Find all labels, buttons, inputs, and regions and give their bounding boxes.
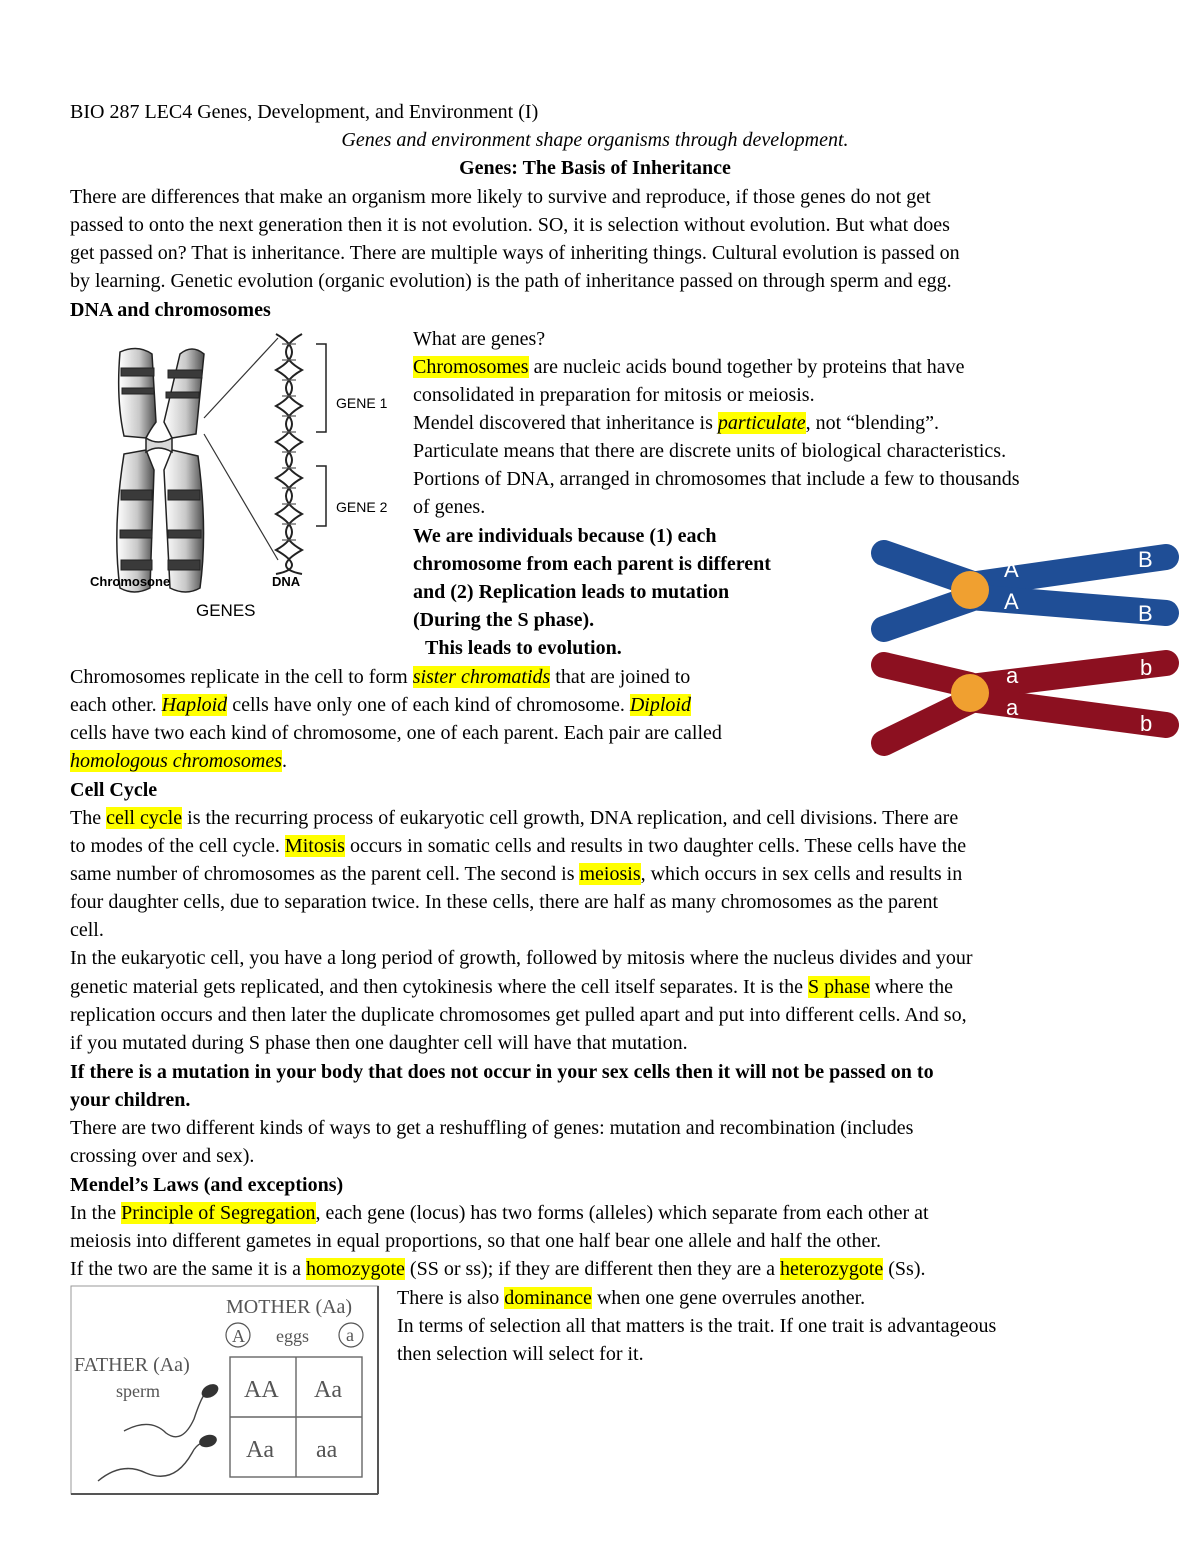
- paragraph-line: There are differences that make an organism more likely to survive and reproduce, if those genes do not get: [70, 186, 931, 208]
- paragraph-line: if you mutated during S phase then one daughter cell will have that mutation.: [70, 1032, 688, 1054]
- gene2-label: GENE 2: [336, 499, 388, 515]
- paragraph-line: The cell cycle is the recurring process of eukaryotic cell growth, DNA replication, and cell divisions. There are: [70, 807, 959, 829]
- paragraph-line: passed to onto the next generation then it is not evolution. SO, it is selection without evolution. But what does: [70, 214, 950, 236]
- blue-chromosome: [884, 553, 1166, 629]
- gene1-label: GENE 1: [336, 395, 388, 411]
- highlight-term: sister chromatids: [412, 666, 551, 688]
- highlight-term: Mitosis: [284, 835, 345, 857]
- paragraph-line: If the two are the same it is a homozygote (SS or ss); if they are different then they are a heterozygote (Ss).: [70, 1258, 926, 1280]
- father-label: FATHER (Aa): [74, 1354, 190, 1376]
- allele-label: A: [1004, 589, 1019, 614]
- bold-line: If there is a mutation in your body that does not occur in your sex cells then it will not be passed on to: [70, 1061, 934, 1083]
- bold-line: (During the S phase).: [413, 609, 595, 631]
- dna-rungs: [282, 344, 296, 540]
- gene-brackets: [316, 344, 326, 526]
- paragraph-line: Particulate means that there are discrete units of biological characteristics.: [413, 440, 1007, 462]
- paragraph-line: crossing over and sex).: [70, 1145, 255, 1167]
- chromosome-label: Chromosone: [90, 574, 171, 589]
- dna-helix: [276, 334, 302, 574]
- homologous-chromosomes-figure: [870, 535, 1190, 760]
- dna-label: DNA: [272, 574, 301, 589]
- highlight-term: cell cycle: [106, 807, 183, 829]
- paragraph-line: homologous chromosomes.: [70, 750, 288, 772]
- paragraph-line: Chromosomes are nucleic acids bound together by proteins that have: [413, 356, 965, 378]
- paragraph-line: to modes of the cell cycle. Mitosis occurs in somatic cells and results in two daughter cells. These cells have the: [70, 835, 967, 857]
- section-heading-mendel: Mendel’s Laws (and exceptions): [70, 1174, 344, 1196]
- allele-label: b: [1140, 711, 1153, 736]
- paragraph-line: consolidated in preparation for mitosis or meiosis.: [413, 384, 815, 406]
- paragraph-line: cell.: [70, 919, 104, 941]
- bold-line: This leads to evolution.: [425, 637, 622, 659]
- blue-centromere: [951, 571, 989, 609]
- section-heading-genes: Genes: The Basis of Inheritance: [459, 157, 731, 179]
- allele-label: b: [1140, 655, 1153, 680]
- punnett-cell: aa: [316, 1437, 338, 1463]
- paragraph-line: In the eukaryotic cell, you have a long period of growth, followed by mitosis where the nucleus divides and your: [70, 947, 973, 969]
- allele-label: A: [1004, 557, 1019, 582]
- paragraph-line: get passed on? That is inheritance. There are multiple ways of inheriting things. Cultural evolution is passed on: [70, 242, 960, 264]
- highlight-term: meiosis: [579, 863, 641, 885]
- highlight-term: Diploid: [629, 694, 691, 716]
- paragraph-line: meiosis into different gametes in equal proportions, so that one half bear one allele and half the other.: [70, 1230, 882, 1252]
- chromosome-drawing: [117, 348, 204, 592]
- punnett-cell: Aa: [246, 1437, 274, 1463]
- document-subtitle: Genes and environment shape organisms through development.: [341, 129, 849, 151]
- highlight-term: particulate: [717, 412, 806, 434]
- highlight-term: S phase: [808, 976, 870, 998]
- highlight-term: dominance: [504, 1287, 592, 1309]
- egg-allele-label: A: [232, 1326, 245, 1346]
- chromosome-dna-figure: [80, 330, 405, 625]
- allele-label: a: [1006, 695, 1019, 720]
- allele-label: a: [1006, 663, 1019, 688]
- genes-label: GENES: [196, 601, 256, 620]
- paragraph-line: replication occurs and then later the duplicate chromosomes get pulled apart and put into different cells. And so,: [70, 1004, 967, 1026]
- highlight-term: homologous chromosomes: [70, 750, 283, 772]
- paragraph-line: cells have two each kind of chromosome, one of each parent. Each pair are called: [70, 722, 722, 744]
- punnett-cell: Aa: [314, 1377, 342, 1403]
- highlight-term: heterozygote: [779, 1258, 884, 1280]
- paragraph-line: Chromosomes replicate in the cell to form sister chromatids that are joined to: [70, 666, 691, 688]
- paragraph-line: four daughter cells, due to separation twice. In these cells, there are half as many chromosomes as the parent: [70, 891, 939, 913]
- paragraph-line: then selection will select for it.: [397, 1343, 644, 1365]
- question-line: What are genes?: [413, 328, 546, 350]
- highlight-term: homozygote: [306, 1258, 405, 1280]
- connector-lines: [204, 338, 278, 560]
- paragraph-line: genetic material gets replicated, and then cytokinesis where the cell itself separates. It is the S phase where the: [70, 976, 954, 998]
- mother-label: MOTHER (Aa): [226, 1296, 353, 1318]
- sperm-label: sperm: [116, 1381, 160, 1401]
- document-title: BIO 287 LEC4 Genes, Development, and Environment (I): [70, 101, 539, 123]
- paragraph-line: each other. Haploid cells have only one of each kind of chromosome. Diploid: [70, 694, 691, 716]
- paragraph-line: Portions of DNA, arranged in chromosomes that include a few to thousands: [413, 468, 1020, 490]
- paragraph-line: by learning. Genetic evolution (organic evolution) is the path of inheritance passed on through sperm and egg.: [70, 270, 952, 292]
- paragraph-line: of genes.: [413, 496, 486, 518]
- section-heading-cell-cycle: Cell Cycle: [70, 779, 158, 801]
- section-heading-dna: DNA and chromosomes: [70, 299, 271, 321]
- bold-line: We are individuals because (1) each: [413, 525, 717, 547]
- allele-label: B: [1138, 601, 1153, 626]
- red-chromosome: [884, 663, 1166, 743]
- red-centromere: [951, 674, 989, 712]
- paragraph-line: There is also dominance when one gene overrules another.: [397, 1287, 866, 1309]
- allele-label: B: [1138, 547, 1153, 572]
- highlight-term: Haploid: [161, 694, 228, 716]
- bold-line: chromosome from each parent is different: [413, 553, 771, 575]
- paragraph-line: Mendel discovered that inheritance is particulate, not “blending”.: [413, 412, 939, 434]
- punnett-cell: AA: [244, 1377, 279, 1403]
- paragraph-line: In terms of selection all that matters is the trait. If one trait is advantageous: [397, 1315, 997, 1337]
- bold-line: your children.: [70, 1089, 191, 1111]
- highlight-term: Principle of Segregation: [121, 1202, 316, 1224]
- paragraph-line: In the Principle of Segregation, each gene (locus) has two forms (alleles) which separate from each other at: [70, 1202, 929, 1224]
- paragraph-line: same number of chromosomes as the parent cell. The second is meiosis, which occurs in sex cells and results in: [70, 863, 963, 885]
- punnett-square-figure: [70, 1285, 382, 1497]
- highlight-term: Chromosomes: [413, 356, 529, 378]
- paragraph-line: There are two different kinds of ways to get a reshuffling of genes: mutation and recombination (includes: [70, 1117, 914, 1139]
- eggs-label: eggs: [276, 1326, 309, 1346]
- bold-line: and (2) Replication leads to mutation: [413, 581, 730, 603]
- egg-allele-label: a: [346, 1325, 354, 1345]
